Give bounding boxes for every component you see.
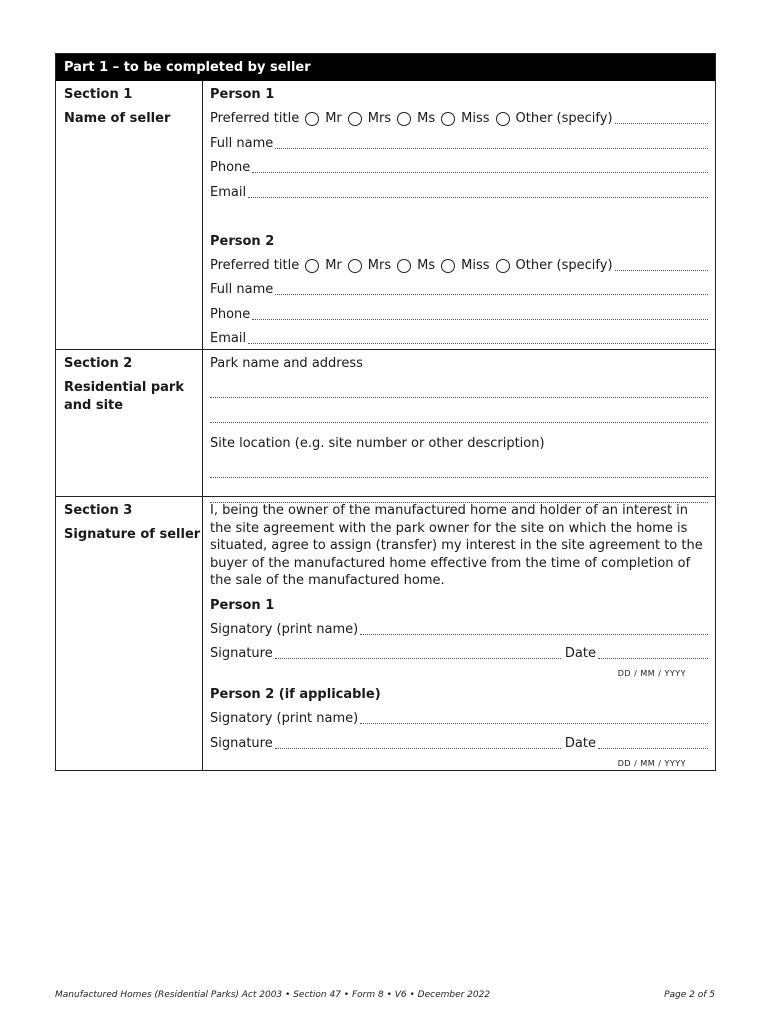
radio-miss[interactable] [441,259,455,273]
signer-2-signature-field[interactable] [275,748,561,749]
person-1-phone-field[interactable] [252,172,708,173]
person-1-heading: Person 1 [210,87,275,102]
person-2-full-name-field[interactable] [275,294,708,295]
person-1-phone-row [210,159,708,177]
title-ms-label: Ms [417,257,436,273]
radio-mr[interactable] [305,259,319,273]
section-1-label: Section 1 [64,87,133,102]
title-mr-label: Mr [325,257,342,273]
person-2-full-name-row [210,281,708,299]
title-option-miss[interactable] [441,110,489,128]
title-option-mr[interactable] [305,257,342,275]
signature-label: Signature [210,735,273,751]
title-other-label: Other (specify) [515,111,613,126]
signer-1-heading: Person 1 [210,597,275,613]
title-ms-label: Ms [417,111,436,126]
footer-act-reference: Manufactured Homes (Residential Parks) Act 2003 • Section 47 • Form 8 • V6 • December 2022 [55,990,491,1000]
person-2-phone-field[interactable] [252,319,708,320]
full-name-label: Full name [210,282,274,297]
person-1-full-name-row [210,135,708,153]
radio-other[interactable] [496,259,510,273]
person-2-title-row [210,257,708,275]
email-label: Email [210,184,247,200]
signer-2-signatory-row [210,710,708,728]
title-mr-label: Mr [325,111,342,126]
section-1-fields [203,81,715,349]
email-label: Email [210,331,247,346]
site-location-label: Site location (e.g. site number or other description) [210,436,545,451]
phone-label: Phone [210,160,251,175]
signer-1-signature-row [210,645,708,663]
section-2-sub: Residential park and site [64,380,184,413]
radio-ms[interactable] [397,259,411,273]
title-option-mr[interactable] [305,110,342,128]
section-1-label-cell [56,81,203,349]
radio-mrs[interactable] [348,112,362,126]
section-3-sub: Signature of seller [64,527,201,542]
phone-label: Phone [210,306,251,322]
preferred-title-label: Preferred title [210,257,300,273]
person-2-email-field[interactable] [248,343,708,344]
preferred-title-label: Preferred title [210,111,300,126]
section-3-row [56,496,715,770]
title-miss-label: Miss [461,111,490,126]
person-2-heading: Person 2 [210,233,275,249]
signer-1-date-field[interactable] [598,658,708,659]
person-1-full-name-field[interactable] [275,148,708,149]
title-option-other[interactable] [496,110,613,128]
title-option-ms[interactable] [397,257,435,275]
section-1-sub: Name of seller [64,111,171,126]
signer-2-date-format: DD / MM / YYYY [617,758,686,768]
full-name-label: Full name [210,135,274,151]
signer-1-signature-field[interactable] [275,658,561,659]
park-address-line-2[interactable] [210,422,708,423]
title-other-label: Other (specify) [515,257,613,273]
signature-label: Signature [210,646,273,661]
title-mrs-label: Mrs [367,111,392,126]
date-label: Date [564,735,596,751]
signer-1-date-format: DD / MM / YYYY [617,669,686,678]
declaration-text: I, being the owner of the manufactured home and holder of an interest in the site agreement with the park owner for the site on which the home is situated, agree to assign (transfer) my interest in the site agreement to the buyer of the manufactured home effective from the time of completion of the sale of the manufactured home. [210,503,703,588]
person-1-email-field[interactable] [248,197,708,198]
signer-1-print-name-field[interactable] [360,634,708,635]
signatory-label: Signatory (print name) [210,711,359,726]
signatory-label: Signatory (print name) [210,621,359,637]
park-name-label: Park name and address [210,356,363,371]
person-1-title-row [210,110,708,128]
signer-1-signatory-row [210,621,708,639]
site-location-line-1[interactable] [210,477,708,478]
date-label: Date [564,646,596,661]
person-2-phone-row [210,306,708,324]
part-header: Part 1 – to be completed by seller [56,54,715,81]
seller-form [55,53,716,771]
radio-mr[interactable] [305,112,319,126]
section-2-label-cell [56,350,203,496]
title-option-mrs[interactable] [348,257,391,275]
title-miss-label: Miss [461,257,490,273]
radio-ms[interactable] [397,112,411,126]
signer-2-print-name-field[interactable] [360,723,708,724]
title-option-miss[interactable] [441,257,489,275]
signer-2-signature-row [210,735,708,753]
signer-2-heading: Person 2 (if applicable) [210,687,381,702]
radio-miss[interactable] [441,112,455,126]
park-address-line-1[interactable] [210,397,708,398]
other-title-field[interactable] [615,123,708,124]
section-2-label: Section 2 [64,356,133,371]
title-option-mrs[interactable] [348,110,391,128]
radio-mrs[interactable] [348,259,362,273]
section-1-row [56,81,715,349]
section-3-label: Section 3 [64,503,133,518]
person-2-email-row [210,330,708,348]
title-mrs-label: Mrs [367,257,392,273]
other-title-field[interactable] [615,270,708,271]
signer-2-date-field[interactable] [598,748,708,749]
section-3-label-cell [56,497,203,770]
title-option-ms[interactable] [397,110,435,128]
section-3-fields [203,497,715,770]
title-option-other[interactable] [496,257,613,275]
person-1-email-row [210,184,708,202]
section-2-row [56,349,715,496]
radio-other[interactable] [496,112,510,126]
footer-page-number: Page 2 of 5 [664,990,715,1000]
section-2-fields [203,350,715,496]
